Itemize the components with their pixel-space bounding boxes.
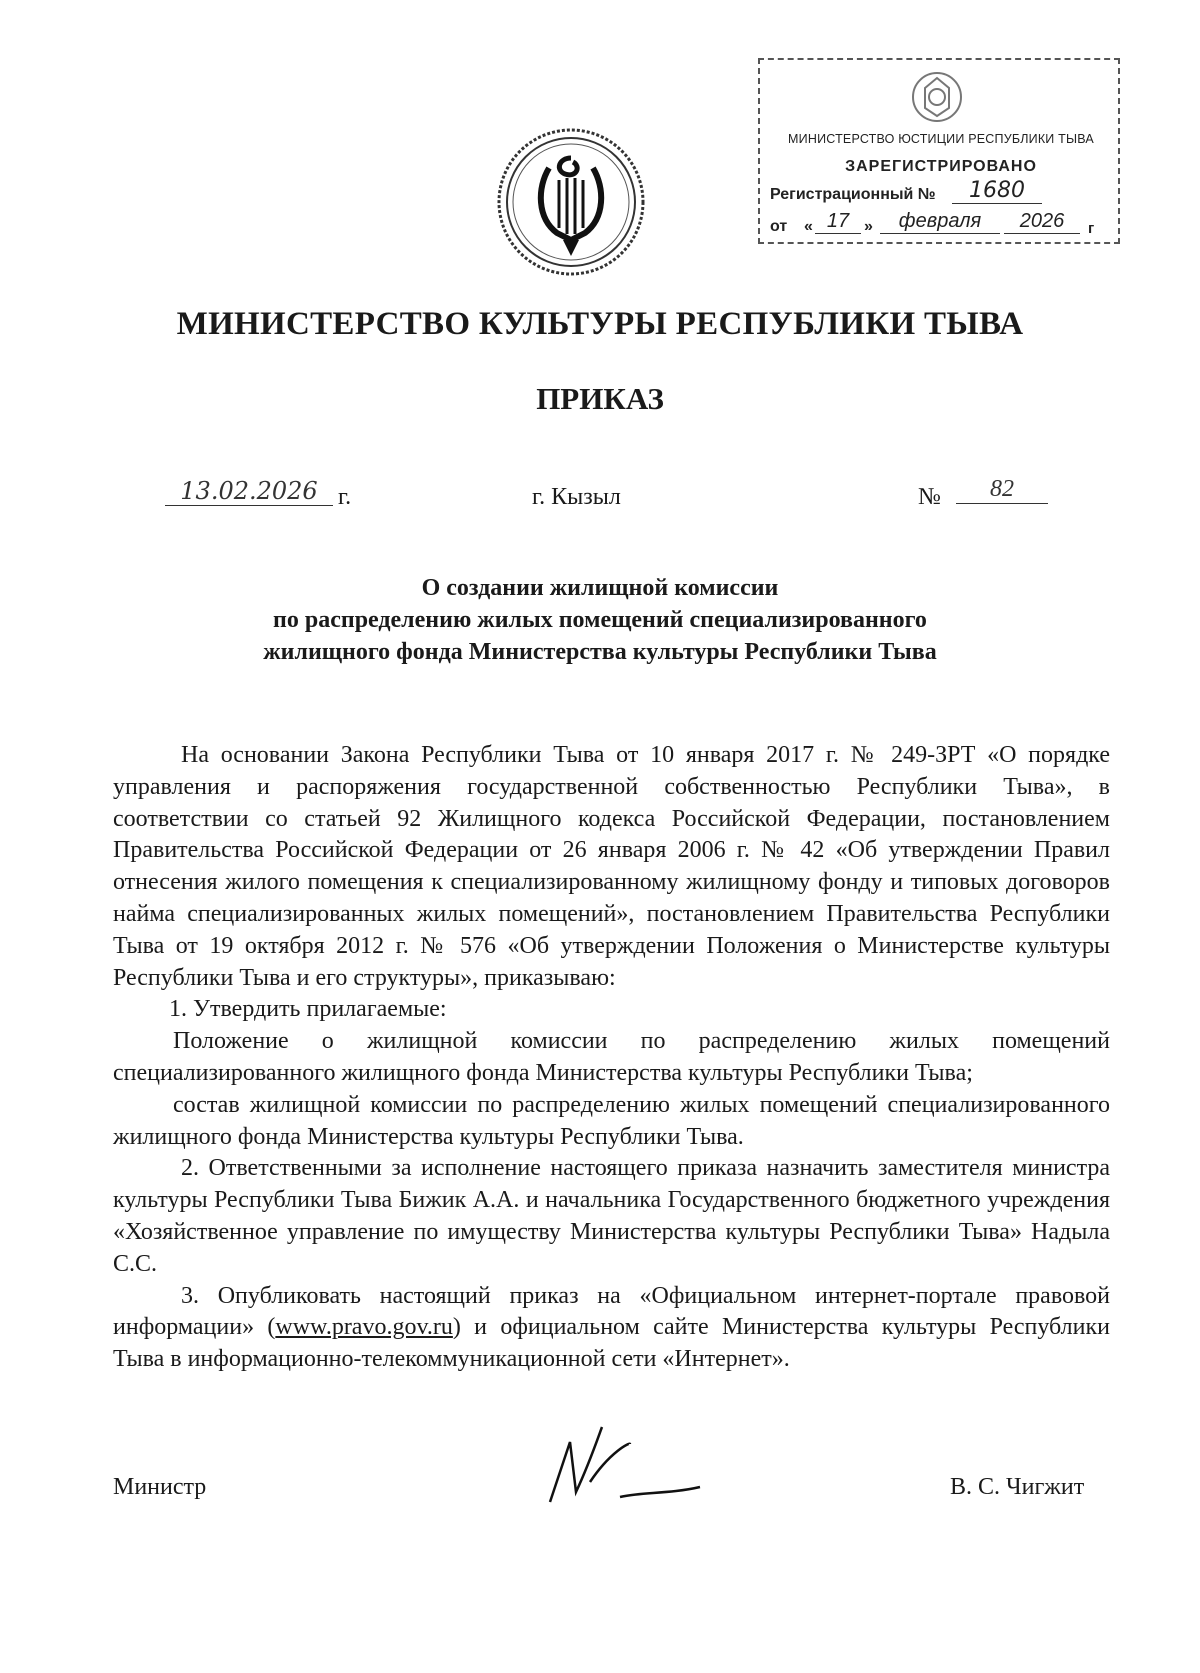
order-title: ПРИКАЗ (536, 381, 664, 416)
stamp-quote-open: « (804, 218, 813, 235)
stamp-quote-close: » (864, 218, 873, 235)
stamp-registered-label: ЗАРЕГИСТРИРОВАНО (845, 158, 1037, 175)
stamp-registration-label: Регистрационный № (770, 186, 936, 203)
item-1-b: состав жилищной комиссии по распределению жилых помещений специализированного жилищного фонда Министерства культуры Республики Тыва. (113, 1091, 1110, 1150)
ministry-title: МИНИСТЕРСТВО КУЛЬТУРЫ РЕСПУБЛИКИ ТЫВА (176, 306, 1024, 342)
subject-line: О создании жилищной комиссии (421, 575, 779, 601)
stamp-month: февраля (880, 210, 1000, 234)
order-number-label: № (918, 484, 941, 510)
signature-mark (530, 1422, 710, 1512)
order-city: г. Кызыл (532, 484, 621, 510)
pravo-link[interactable]: www.pravo.gov.ru (275, 1314, 453, 1341)
signer-name: В. С. Чигжит (950, 1474, 1085, 1500)
stamp-from-label: от (770, 218, 788, 235)
order-number: 82 (956, 476, 1048, 504)
item-3-text-start: 3. Опубликовать настоящий приказ на «Официальном интернет-портале правовой информации» ( (113, 1282, 1110, 1341)
stamp-ministry-name: МИНИСТЕРСТВО ЮСТИЦИИ РЕСПУБЛИКИ ТЫВА (788, 132, 1094, 146)
stamp-year: 2026 (1004, 210, 1080, 234)
item-3-text-end: ) и официальном сайте Министерства культуры Республики Тыва в информационно-телекоммуникационной сети «Интернет». (113, 1314, 1110, 1373)
stamp-year-suffix: г (1088, 220, 1095, 237)
subject-line: по распределению жилых помещений специализированного (273, 607, 927, 633)
order-date-suffix: г. (338, 484, 352, 510)
item-1: 1. Утвердить прилагаемые: (169, 996, 447, 1023)
subject-line: жилищного фонда Министерства культуры Республики Тыва (263, 639, 937, 665)
preamble-paragraph: На основании Закона Республики Тыва от 10 января 2017 г. № 249-ЗРТ «О порядке управления и распоряжения государственной собственностью Республики Тыва», в соответствии со статьей 92 Жилищного кодекса Российской Федерации, постановлением Правительства Российской Федерации от 26 января 2006 г. № 42 «Об утверждении Правил отнесения жилого помещения к специализированному жилищному фонду и типовых договоров найма специализированных жилых помещений», постановлением Правительства Республики Тыва от 19 октября 2012 г. № 576 «Об утверждении Положения о Министерстве культуры Республики Тыва и его структуры», приказываю: (113, 742, 1110, 991)
item-1-a: Положение о жилищной комиссии по распределению жилых помещений специализированного жилищного фонда Министерства культуры Республики Тыва; (113, 1028, 1110, 1086)
order-body (113, 740, 1110, 1376)
registration-stamp (758, 58, 1120, 244)
stamp-registration-number: 1680 (952, 178, 1042, 204)
ministry-emblem (497, 128, 645, 276)
item-2: 2. Ответственными за исполнение настоящего приказа назначить заместителя министра культуры Республики Тыва Бижик А.А. и начальника Государственного бюджетного учреждения «Хозяйственное управление по имуществу Министерства культуры Республики Тыва» Надыла С.С. (113, 1155, 1110, 1277)
item-3 (113, 1281, 1110, 1376)
stamp-day: 17 (815, 210, 861, 234)
order-subject (0, 572, 1200, 668)
signer-role: Министр (113, 1474, 207, 1500)
order-date: 13.02.2026 (165, 477, 333, 506)
stamp-emblem-icon (910, 70, 964, 124)
